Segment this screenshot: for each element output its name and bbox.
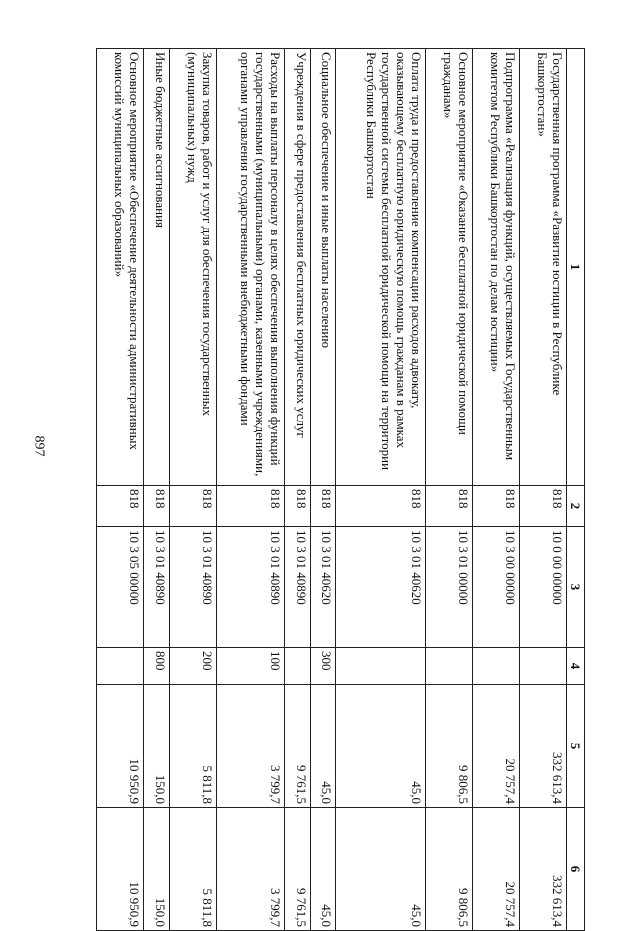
row-csr: 10 3 01 00000 [426, 527, 473, 648]
row-sum-5: 332 613,4 [520, 685, 567, 808]
rotated-table-wrapper [96, 48, 585, 927]
row-admin: 818 [97, 486, 144, 527]
row-admin: 818 [285, 486, 311, 527]
row-vr [285, 648, 311, 685]
row-sum-6: 5 811,8 [169, 808, 216, 931]
row-sum-6: 150,0 [144, 808, 170, 931]
row-sum-6: 20 757,4 [473, 808, 520, 931]
row-vr [426, 648, 473, 685]
row-name: Государственная программа «Развитие юстиции в Республике Башкортостан» [520, 49, 567, 486]
row-name: Подпрограмма «Реализация функций, осуществляемых Государственным комитетом Республики Башкортостан по делам юстиции» [473, 49, 520, 486]
row-vr [336, 648, 426, 685]
header-col-6: 6 [567, 808, 585, 931]
row-vr: 100 [216, 648, 284, 685]
row-csr: 10 3 01 40890 [285, 527, 311, 648]
row-sum-5: 20 757,4 [473, 685, 520, 808]
header-row [567, 49, 585, 931]
table-row [336, 49, 426, 931]
row-name: Расходы на выплаты персоналу в целях обеспечения выполнения функций государственными (муниципальными) органами, казенными учреждениями, органами управления государственными внебюджетными фондами [216, 49, 284, 486]
table-row [285, 49, 311, 931]
row-sum-6: 9 806,5 [426, 808, 473, 931]
row-name: Основное мероприятие «Обеспечение деятельности административных комиссий муниципальных образований» [97, 49, 144, 486]
row-sum-5: 3 799,7 [216, 685, 284, 808]
row-csr: 10 0 00 00000 [520, 527, 567, 648]
row-vr [473, 648, 520, 685]
row-name: Социальное обеспечение и иные выплаты населению [310, 49, 336, 486]
row-sum-5: 150,0 [144, 685, 170, 808]
row-vr: 200 [169, 648, 216, 685]
table-row [473, 49, 520, 931]
row-admin: 818 [169, 486, 216, 527]
row-admin: 818 [520, 486, 567, 527]
budget-table [96, 48, 585, 931]
table-row [97, 49, 144, 931]
row-name: Основное мероприятие «Оказание бесплатной юридической помощи гражданам» [426, 49, 473, 486]
row-vr: 300 [310, 648, 336, 685]
table-row [169, 49, 216, 931]
row-admin: 818 [473, 486, 520, 527]
row-sum-5: 45,0 [310, 685, 336, 808]
row-sum-5: 5 811,8 [169, 685, 216, 808]
row-sum-6: 45,0 [336, 808, 426, 931]
table-row [426, 49, 473, 931]
row-sum-5: 45,0 [336, 685, 426, 808]
row-admin: 818 [216, 486, 284, 527]
table-row [216, 49, 284, 931]
row-sum-5: 10 950,9 [97, 685, 144, 808]
row-vr [97, 648, 144, 685]
row-csr: 10 3 01 40620 [310, 527, 336, 648]
table-row [310, 49, 336, 931]
header-col-1: 1 [567, 49, 585, 486]
row-admin: 818 [336, 486, 426, 527]
row-name: Закупка товаров, работ и услуг для обеспечения государственных (муниципальных) нужд [169, 49, 216, 486]
row-csr: 10 3 01 40620 [336, 527, 426, 648]
row-admin: 818 [144, 486, 170, 527]
row-admin: 818 [426, 486, 473, 527]
row-sum-6: 332 613,4 [520, 808, 567, 931]
row-name: Иные бюджетные ассигнования [144, 49, 170, 486]
row-sum-6: 45,0 [310, 808, 336, 931]
row-sum-6: 3 799,7 [216, 808, 284, 931]
row-sum-5: 9 806,5 [426, 685, 473, 808]
row-name: Учреждения в сфере предоставления бесплатных юридических услуг [285, 49, 311, 486]
row-name: Оплата труда и предоставление компенсации расходов адвокату, оказывающему бесплатную юридическую помощь гражданам в рамках государственной системы бесплатной юридической помощи на территории Республики Башкортостан [336, 49, 426, 486]
row-csr: 10 3 05 00000 [97, 527, 144, 648]
row-csr: 10 3 01 40890 [144, 527, 170, 648]
row-csr: 10 3 01 40890 [216, 527, 284, 648]
row-vr: 800 [144, 648, 170, 685]
table-row [520, 49, 567, 931]
header-col-3: 3 [567, 527, 585, 648]
header-col-4: 4 [567, 648, 585, 685]
row-sum-6: 10 950,9 [97, 808, 144, 931]
table-row [144, 49, 170, 931]
row-csr: 10 3 01 40890 [169, 527, 216, 648]
row-admin: 818 [310, 486, 336, 527]
row-vr [520, 648, 567, 685]
header-col-2: 2 [567, 486, 585, 527]
header-col-5: 5 [567, 685, 585, 808]
row-sum-5: 9 761,5 [285, 685, 311, 808]
row-sum-6: 9 761,5 [285, 808, 311, 931]
row-csr: 10 3 00 00000 [473, 527, 520, 648]
page-number: 897 [31, 435, 47, 457]
